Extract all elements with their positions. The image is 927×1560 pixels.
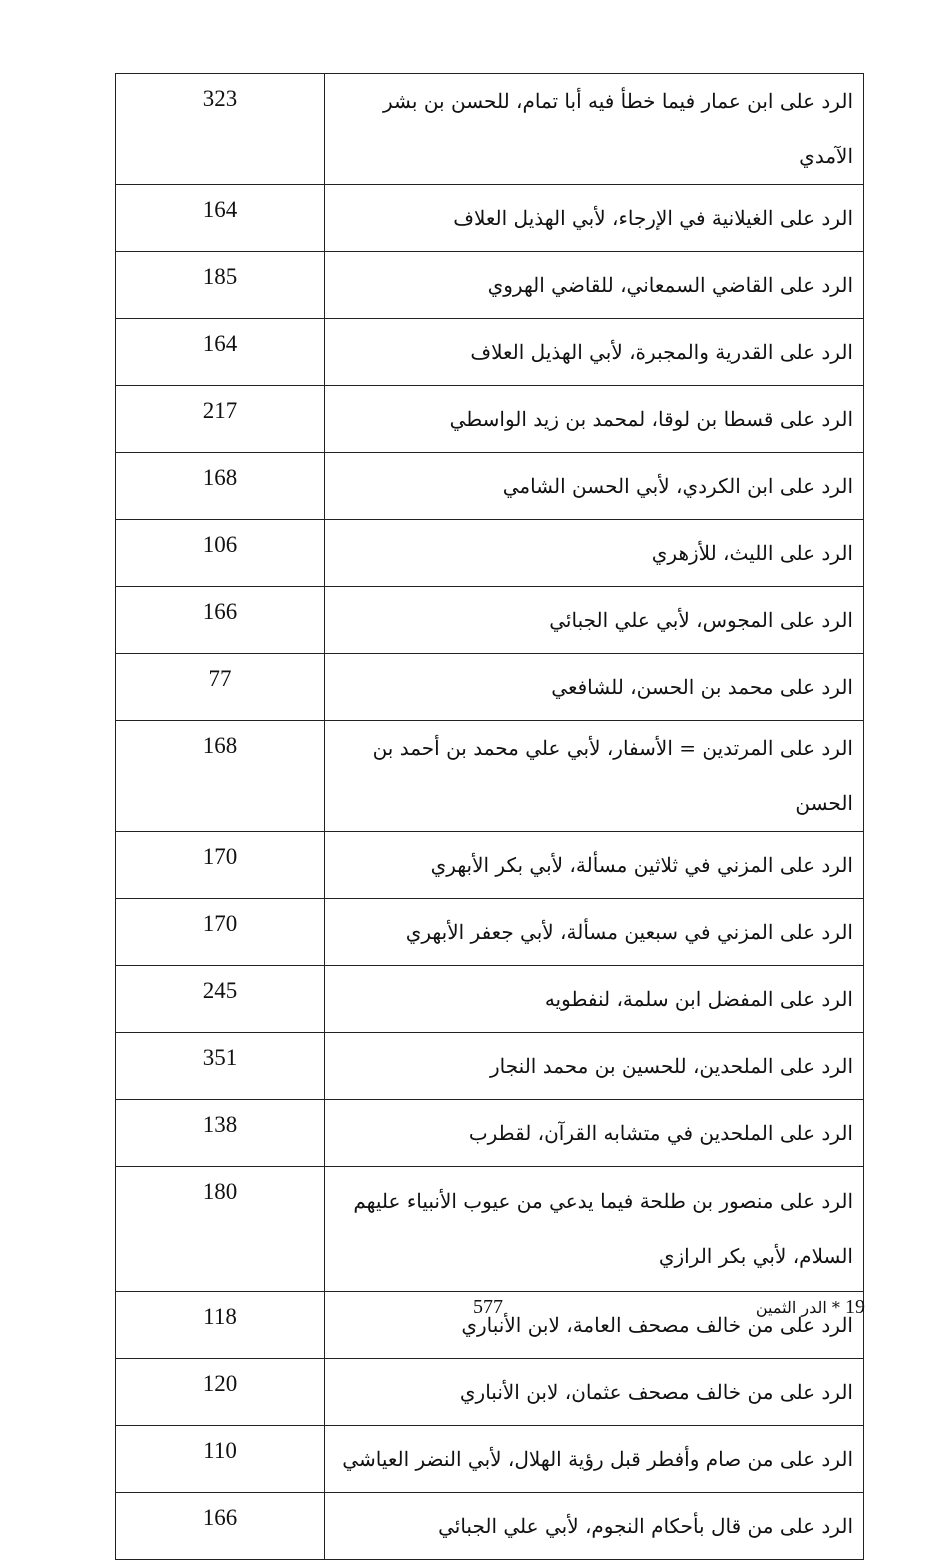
table-row [116, 319, 864, 386]
entry-title: الرد على المزني في ثلاثين مسألة، لأبي بكر الأبهري [325, 832, 864, 899]
table-row [116, 587, 864, 654]
table-row [116, 966, 864, 1033]
page-footer [0, 1296, 927, 1326]
entry-title: الرد على من قال بأحكام النجوم، لأبي علي الجبائي [325, 1493, 864, 1560]
table-row [116, 1167, 864, 1292]
table-row [116, 1100, 864, 1167]
entry-title: الرد على من خالف مصحف عثمان، لابن الأنباري [325, 1359, 864, 1426]
page-reference: 180 [116, 1167, 325, 1292]
table-row [116, 74, 864, 185]
entry-title: الرد على ابن الكردي، لأبي الحسن الشامي [325, 453, 864, 520]
page-reference: 77 [116, 654, 325, 721]
entry-title: الرد على الليث، للأزهري [325, 520, 864, 587]
table-row [116, 252, 864, 319]
entry-title: الرد على الغيلانية في الإرجاء، لأبي الهذيل العلاف [325, 185, 864, 252]
page-number: 577 [473, 1296, 503, 1318]
entry-title: الرد على قسطا بن لوقا، لمحمد بن زيد الواسطي [325, 386, 864, 453]
table-row [116, 1493, 864, 1560]
entry-title: الرد على منصور بن طلحة فيما يدعي من عيوب الأنبياء عليهم السلام، لأبي بكر الرازي [325, 1167, 864, 1292]
table-row [116, 185, 864, 252]
table-row [116, 654, 864, 721]
page-reference: 166 [116, 587, 325, 654]
table-row [116, 899, 864, 966]
page-reference: 118 [116, 1292, 325, 1359]
page-reference: 170 [116, 832, 325, 899]
page-reference: 164 [116, 185, 325, 252]
table-row [116, 386, 864, 453]
page-reference: 168 [116, 453, 325, 520]
entry-title: الرد على الملحدين، للحسين بن محمد النجار [325, 1033, 864, 1100]
separator-star: * [831, 1298, 840, 1317]
page-reference: 245 [116, 966, 325, 1033]
index-table [115, 73, 864, 1560]
page-reference: 351 [116, 1033, 325, 1100]
running-header [756, 1296, 865, 1319]
entry-title: الرد على محمد بن الحسن، للشافعي [325, 654, 864, 721]
page-reference: 106 [116, 520, 325, 587]
page-reference: 138 [116, 1100, 325, 1167]
volume-number: 19 [845, 1296, 865, 1318]
table-row [116, 520, 864, 587]
table-row [116, 1426, 864, 1493]
book-title: الدر الثمين [755, 1298, 827, 1317]
entry-title: الرد على القاضي السمعاني، للقاضي الهروي [325, 252, 864, 319]
page-reference: 185 [116, 252, 325, 319]
table-row [116, 453, 864, 520]
entry-title: الرد على من صام وأفطر قبل رؤية الهلال، لأبي النضر العياشي [325, 1426, 864, 1493]
table-row [116, 832, 864, 899]
page-reference: 170 [116, 899, 325, 966]
page-reference: 323 [116, 74, 325, 185]
entry-title: الرد على ابن عمار فيما خطأ فيه أبا تمام، للحسن بن بشر الآمدي [325, 74, 864, 185]
entry-title: الرد على الملحدين في متشابه القرآن، لقطرب [325, 1100, 864, 1167]
page-reference: 120 [116, 1359, 325, 1426]
page-reference: 110 [116, 1426, 325, 1493]
table-row [116, 721, 864, 832]
entry-title: الرد على من خالف مصحف العامة، لابن الأنباري [325, 1292, 864, 1359]
entry-title: الرد على المجوس، لأبي علي الجبائي [325, 587, 864, 654]
page-reference: 217 [116, 386, 325, 453]
page-reference: 164 [116, 319, 325, 386]
entry-title: الرد على المزني في سبعين مسألة، لأبي جعفر الأبهري [325, 899, 864, 966]
table-row [116, 1033, 864, 1100]
entry-title: الرد على المرتدين = الأسفار، لأبي علي محمد بن أحمد بن الحسن [325, 721, 864, 832]
table-row [116, 1359, 864, 1426]
page-reference: 168 [116, 721, 325, 832]
entry-title: الرد على المفضل ابن سلمة، لنفطويه [325, 966, 864, 1033]
entry-title: الرد على القدرية والمجبرة، لأبي الهذيل العلاف [325, 319, 864, 386]
page-reference: 166 [116, 1493, 325, 1560]
